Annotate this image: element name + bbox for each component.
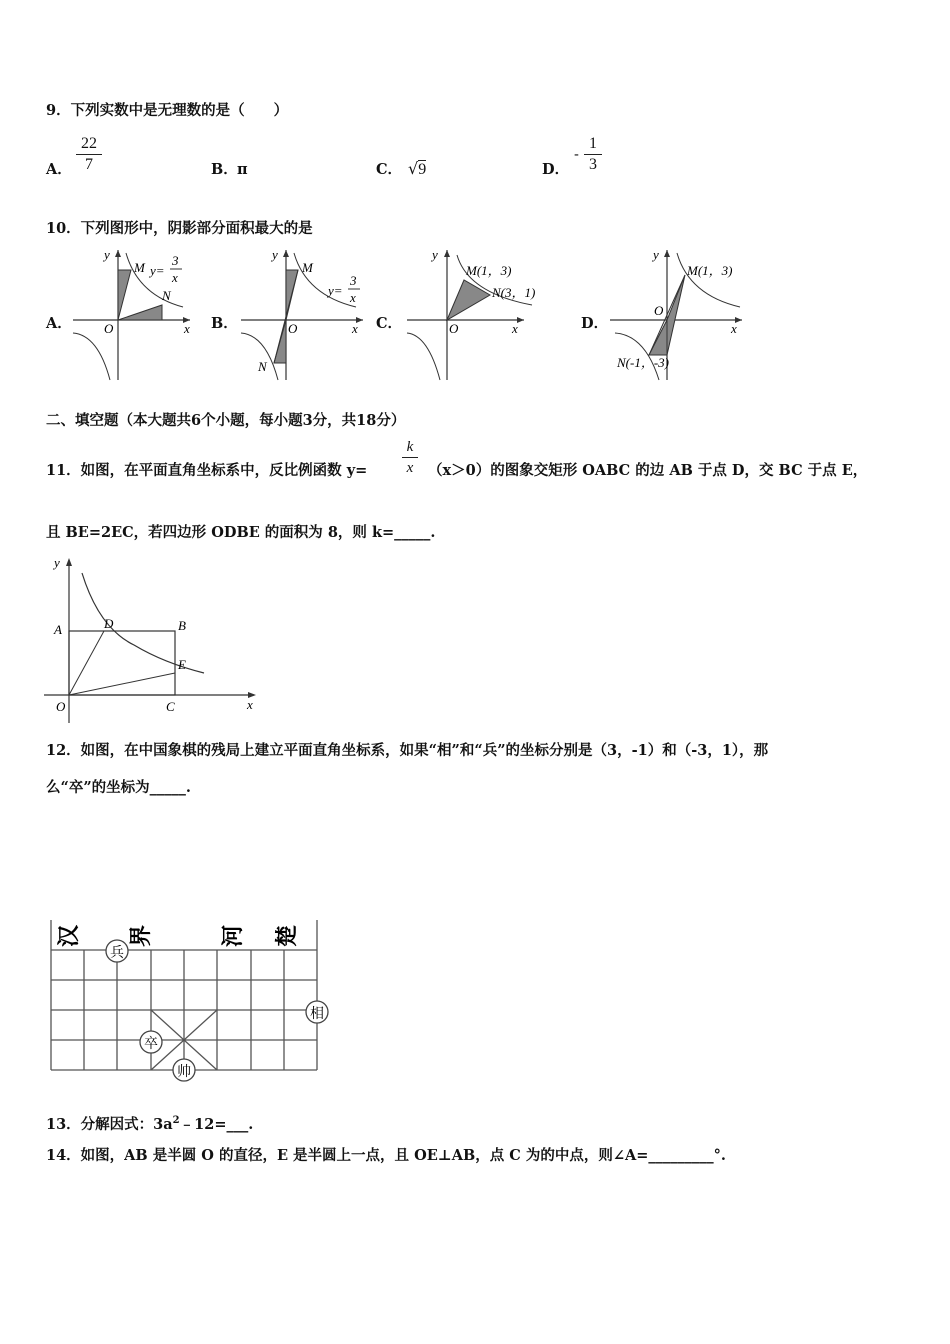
point-a-label: A <box>54 622 62 637</box>
point-c-label: C <box>166 699 175 714</box>
function-denominator: x <box>350 290 356 305</box>
q10-graph-a <box>68 245 193 385</box>
y-axis-arrow <box>444 250 450 257</box>
q10-option-c-label: C． <box>376 315 403 332</box>
q10-graph-b <box>236 245 366 385</box>
y-label: y <box>54 555 60 570</box>
rectangle-oabc <box>69 631 175 695</box>
q11-k-fraction <box>402 437 418 478</box>
q13-exponent: 2 <box>172 1115 180 1126</box>
q9-option-a-fraction <box>76 134 102 175</box>
q11-figure <box>44 553 264 723</box>
point-n-label: N(3，1) <box>492 285 536 300</box>
q10-stem: 10．下列图形中，阴影部分面积最大的是 <box>46 220 313 237</box>
function-denominator: x <box>172 270 178 285</box>
point-n-label: N(-1，-3) <box>617 355 669 370</box>
x-label: x <box>247 697 253 712</box>
hyperbola-branch-right <box>677 253 740 307</box>
point-m-label: M(1，3) <box>466 263 512 278</box>
q9-option-c-label: C． <box>376 161 403 178</box>
x-label: x <box>512 321 518 336</box>
shaded-triangle-n <box>118 305 162 320</box>
x-label: x <box>352 321 358 336</box>
shaded-triangle-upper <box>667 275 685 355</box>
y-axis-arrow <box>664 250 670 257</box>
q9-d-sign: - <box>574 147 579 163</box>
y-axis-arrow <box>115 250 121 257</box>
shaded-triangle-omn <box>447 280 490 320</box>
point-m-label: M <box>302 260 313 275</box>
y-label: y <box>653 247 659 262</box>
q11-line1-post: （x＞0）的图象交矩形 OABC 的边 AB 于点 D，交 BC 于点 E， <box>428 462 868 479</box>
point-e-label: E <box>178 657 186 672</box>
q9-d-numerator: 1 <box>584 134 602 155</box>
point-b-label: B <box>178 618 186 633</box>
function-numerator: 3 <box>172 253 179 268</box>
river-char-chu: 楚 <box>274 924 299 948</box>
q13-post: ﹣12=___. <box>179 1115 254 1133</box>
segment-oe <box>69 673 175 695</box>
q12-line2: 么“卒”的坐标为_____. <box>46 779 191 796</box>
section-2-heading: 二、填空题（本大题共6个小题，每小题3分，共18分） <box>46 412 406 429</box>
q10-graph-d <box>605 245 755 385</box>
function-label: y= <box>150 263 165 278</box>
y-label: y <box>272 247 278 262</box>
river-char-he: 河 <box>220 924 245 948</box>
x-axis-arrow <box>517 317 524 323</box>
q12-chess-board <box>45 915 335 1085</box>
piece-xiang <box>306 1001 328 1023</box>
q11-k-denominator: x <box>406 460 414 476</box>
q9-option-d-fraction <box>584 134 602 175</box>
point-n-label: N <box>162 288 171 303</box>
q10-option-b-label: B． <box>211 315 238 332</box>
hyperbola-branch-left <box>407 333 440 380</box>
q9-option-b-label: B． <box>211 161 238 178</box>
q9-option-d-label: D． <box>542 161 570 178</box>
q9-a-numerator: 22 <box>76 134 102 155</box>
q12-line1: 12．如图，在中国象棋的残局上建立平面直角坐标系，如果“相”和“兵”的坐标分别是（3，-1）和（-3，1），那 <box>46 742 769 759</box>
piece-shuai-label: 帅 <box>177 1065 191 1080</box>
q9-stem: 9．下列实数中是无理数的是（ ） <box>46 102 289 119</box>
q9-d-denominator: 3 <box>589 156 597 173</box>
origin-label: O <box>288 321 298 336</box>
river-char-han: 汉 <box>56 924 81 948</box>
q13-text <box>46 1111 253 1135</box>
piece-xiang-label: 相 <box>310 1007 324 1022</box>
segment-od <box>69 631 104 695</box>
q10-option-a-label: A． <box>46 315 72 332</box>
q9-c-radicand: 9 <box>418 161 427 178</box>
function-label: y= <box>328 283 343 298</box>
q10-graph-c <box>402 245 562 385</box>
origin-label: O <box>449 321 459 336</box>
river-char-jie: 界 <box>128 924 153 948</box>
x-label: x <box>184 321 190 336</box>
point-m-label: M <box>134 260 145 275</box>
piece-shuai <box>173 1059 195 1081</box>
y-label: y <box>432 247 438 262</box>
origin-label: O <box>56 699 66 714</box>
q9-option-b-value: π <box>237 161 248 178</box>
y-axis-arrow <box>283 250 289 257</box>
sqrt-symbol: √ <box>408 159 419 178</box>
q11-k-numerator: k <box>402 437 418 458</box>
q10-option-d-label: D． <box>581 315 609 332</box>
origin-label: O <box>654 303 664 318</box>
hyperbola-branch-left <box>73 333 110 380</box>
piece-zu <box>140 1031 162 1053</box>
piece-zu-label: 卒 <box>144 1037 158 1052</box>
q13-pre: 13．分解因式：3a <box>46 1115 173 1133</box>
q11-line2: 且 BE=2EC，若四边形 ODBE 的面积为 8，则 k=_____. <box>46 524 436 541</box>
q11-line1-pre: 11．如图，在平面直角坐标系中，反比例函数 y= <box>46 462 368 479</box>
point-d-label: D <box>104 616 114 631</box>
q9-a-denominator: 7 <box>85 156 93 173</box>
q9-option-a-label: A． <box>46 161 72 178</box>
point-n-label: N <box>258 359 267 374</box>
y-label: y <box>104 247 110 262</box>
piece-bing <box>106 940 128 962</box>
x-label: x <box>731 321 737 336</box>
q9-option-c-sqrt <box>408 160 426 179</box>
origin-label: O <box>104 321 114 336</box>
function-numerator: 3 <box>350 273 357 288</box>
piece-bing-label: 兵 <box>110 946 124 961</box>
q14-text: 14．如图，AB 是半圆 O 的直径，E 是半圆上一点，且 OE⊥AB，点 C 为的中点，则∠A=_________°. <box>46 1147 726 1164</box>
point-m-label: M(1，3) <box>687 263 733 278</box>
shaded-triangle-m <box>118 270 131 320</box>
y-axis-arrow <box>66 558 72 566</box>
